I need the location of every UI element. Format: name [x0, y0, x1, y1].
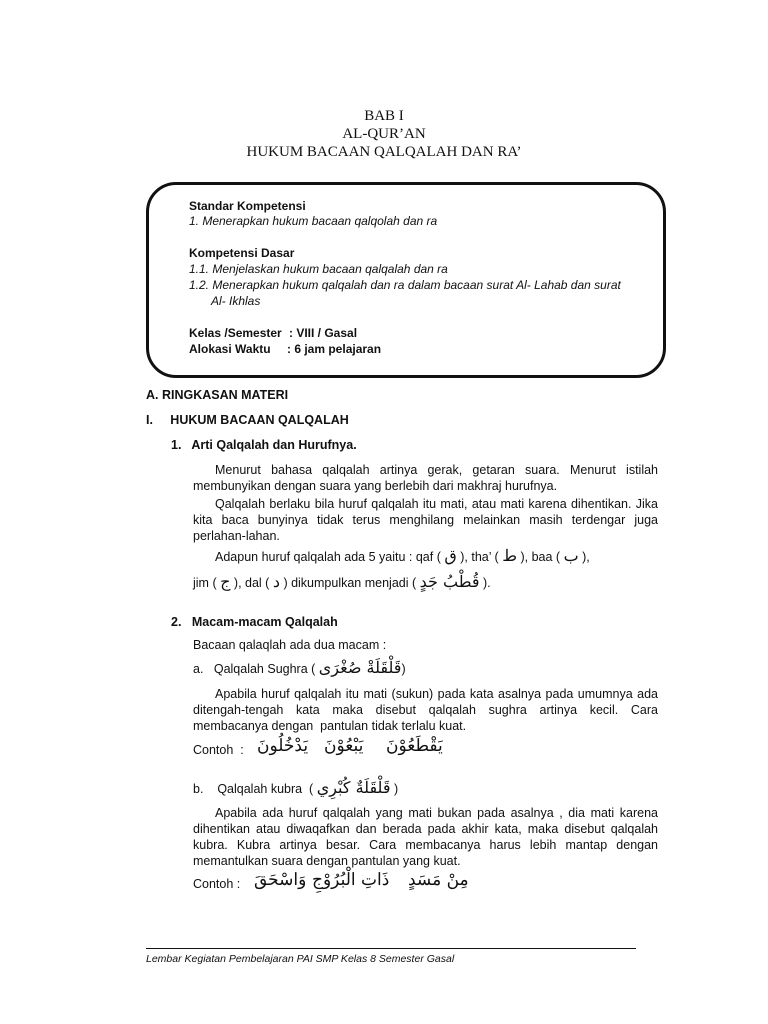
sub1-p3-line — [215, 548, 590, 565]
chapter-topic: HUKUM BACAAN QALQALAH DAN RA’ — [246, 144, 522, 160]
sub1-p4-line — [193, 574, 491, 591]
sub1-p3-text-c: ), baa ( — [520, 550, 561, 564]
sub1-p2-line1: Qalqalah berlaku bila huruf qalqalah itu mati, atau mati karena dihentikan. Jika — [215, 497, 658, 511]
kubra-p-line3: kubra. Kubra artinya besar. Cara membacanya harus lebih mantap dengan — [193, 838, 658, 852]
chapter-subject: AL-QUR’AN — [342, 126, 426, 142]
section-i-heading: I. HUKUM BACAAN QALQALAH — [146, 413, 349, 427]
kubra-p-line1: Apabila ada huruf qalqalah yang mati bukan pada asalnya , dia mati karena — [215, 806, 658, 820]
kubra-p-line2: dihentikan atau diwaqafkan dan berada pada akhir kata, maka disebut qalqalah — [193, 822, 658, 836]
footer-divider — [146, 948, 636, 949]
arabic-qutbu-jadin: قُطْبُ جَدٍ — [419, 572, 480, 591]
contoh-kubra-label: Contoh : — [193, 877, 241, 891]
arabic-example-wasyhaq: وَاسْحَقَ — [254, 870, 307, 890]
kd-item-2-cont: Al- Ikhlas — [211, 294, 261, 308]
sub2-heading: 2. Macam-macam Qalqalah — [171, 615, 338, 629]
sk-item: 1. Menerapkan hukum bacaan qalqolah dan ra — [189, 214, 438, 228]
arabic-jim: ج — [220, 572, 231, 591]
sub1-p4-text-d: ). — [482, 576, 491, 590]
sub1-p3-text-d: ), — [582, 550, 590, 564]
qalqalah-sughra-line — [193, 660, 406, 677]
arabic-qalqalah-kubra: قَلْقَلَةٌ كُبْرِي — [316, 778, 391, 797]
sub1-p4-text-c: ) dikumpulkan menjadi ( — [283, 576, 417, 590]
sughra-p-line3: membacanya dengan pantulan tidak terlalu kuat. — [193, 719, 467, 733]
sub1-p2-line2: kita baca bunyinya tidak terus menghilang melainkan masih terdengar juga — [193, 513, 658, 527]
sub1-p2-line3: perlahan-lahan. — [193, 529, 280, 543]
arabic-example-min-masad: مِنْ مَسَدٍ — [408, 870, 469, 890]
kelas-label: Kelas /Semester — [189, 326, 282, 340]
arabic-tha: ط — [502, 546, 517, 565]
arabic-example-yaqtauna: يَقْطَعُوْنَ — [386, 736, 443, 756]
alokasi-label: Alokasi Waktu — [189, 342, 271, 356]
arabic-qaf: ق — [444, 546, 457, 565]
page-footer: Lembar Kegiatan Pembelajaran PAI SMP Kelas 8 Semester Gasal — [146, 953, 455, 965]
sub1-p4-text-a: jim ( — [193, 576, 217, 590]
sughra-p-line2: ditengah-tengah kata maka disebut qalqalah sughra artinya kecil. Cara — [193, 703, 658, 717]
arabic-example-yabuna: يَبْعُوْنَ — [324, 736, 364, 756]
sub1-p3-text-a: Adapun huruf qalqalah ada 5 yaitu : qaf ( — [215, 550, 441, 564]
arabic-qalqalah-sughra: قَلْقَلَةْ صُغْرَى — [318, 658, 402, 677]
kd-label: Kompetensi Dasar — [189, 246, 295, 260]
qalqalah-kubra-label: b. Qalqalah kubra ( — [193, 782, 314, 796]
kd-item-1: 1.1. Menjelaskan hukum bacaan qalqalah dan ra — [189, 262, 448, 276]
sughra-p-line1: Apabila huruf qalqalah itu mati (sukun) pada kata asalnya pada umumnya ada — [215, 687, 658, 701]
qalqalah-sughra-label: a. Qalqalah Sughra ( — [193, 662, 316, 676]
arabic-dal: د — [272, 572, 280, 591]
alokasi-value: : 6 jam pelajaran — [287, 342, 382, 356]
qalqalah-kubra-close: ) — [393, 782, 399, 796]
contoh-sughra-label: Contoh : — [193, 743, 244, 757]
arabic-example-yadkhuluna: يَدْخُلُونَ — [257, 736, 309, 756]
sub1-p3-text-b: ), tha’ ( — [460, 550, 499, 564]
sk-label: Standar Kompetensi — [189, 199, 306, 213]
kubra-p-line4: memantulkan suara dengan pantulan yang kuat. — [193, 854, 461, 868]
sub2-intro: Bacaan qalaqlah ada dua macam : — [193, 638, 387, 652]
qalqalah-kubra-line — [193, 780, 398, 797]
sub1-p1-line1: Menurut bahasa qalqalah artinya gerak, getaran suara. Menurut istilah — [215, 463, 658, 477]
arabic-example-dzatil-buruj: ذَاتِ الْبُرُوْجِ — [312, 870, 390, 890]
sub1-heading: 1. Arti Qalqalah dan Hurufnya. — [171, 438, 357, 452]
section-a-heading: A. RINGKASAN MATERI — [146, 388, 289, 402]
kd-item-2: 1.2. Menerapkan hukum qalqalah dan ra dalam bacaan surat Al- Lahab dan surat — [189, 278, 621, 292]
qalqalah-sughra-close: ) — [401, 662, 406, 676]
sub1-p4-text-b: ), dal ( — [233, 576, 270, 590]
sub1-p1-line2: membunyikan dengan suara yang berlebih dari makhraj hurufnya. — [193, 479, 558, 493]
chapter-number: BAB I — [364, 108, 404, 124]
kelas-value: : VIII / Gasal — [289, 326, 358, 340]
arabic-baa: ب — [563, 546, 579, 565]
